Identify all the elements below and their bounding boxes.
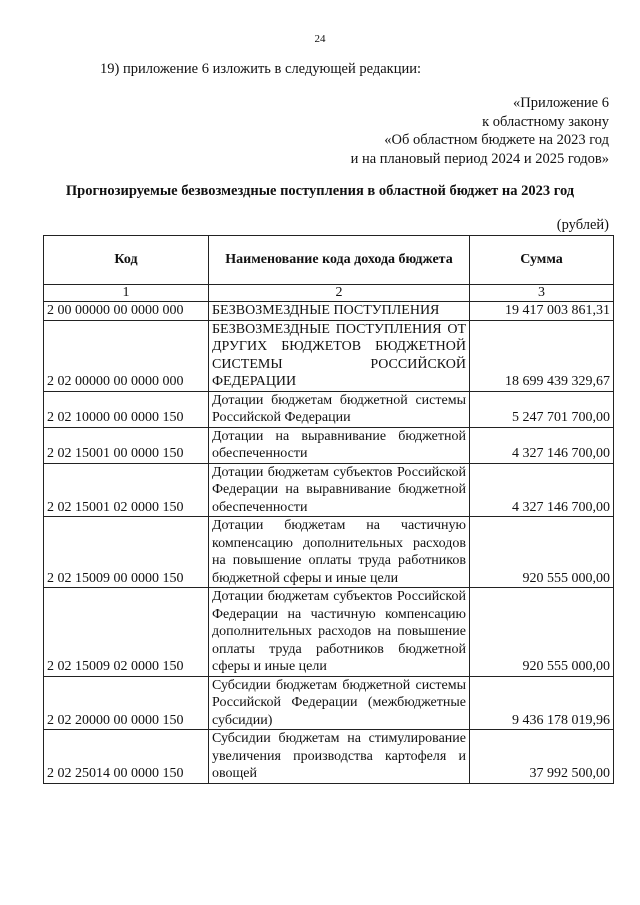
row-name: Дотации бюджетам субъектов Российской Федерации на выравнивание бюджетной обеспеченности — [209, 463, 470, 517]
row-code: 2 02 15009 00 0000 150 — [44, 517, 209, 588]
column-number-row — [44, 285, 614, 302]
table-row — [44, 463, 614, 517]
amendment-intro: 19) приложение 6 изложить в следующей редакции: — [100, 61, 422, 77]
table-row — [44, 427, 614, 463]
row-code: 2 02 00000 00 0000 000 — [44, 320, 209, 391]
row-amount: 4 327 146 700,00 — [470, 463, 614, 517]
appendix-line: к областному закону — [482, 113, 609, 130]
row-name: Субсидии бюджетам бюджетной системы Российской Федерации (межбюджетные субсидии) — [209, 676, 470, 730]
table-row — [44, 320, 614, 391]
row-name: Дотации бюджетам на частичную компенсацию дополнительных расходов на повышение оплаты труда работников бюджетной сферы и иные цели — [209, 517, 470, 588]
header-name: Наименование кода дохода бюджета — [209, 236, 470, 285]
budget-table — [43, 235, 614, 784]
appendix-header — [351, 94, 609, 168]
table-row — [44, 676, 614, 730]
row-amount: 37 992 500,00 — [470, 730, 614, 784]
row-name: Дотации бюджетам субъектов Российской Федерации на частичную компенсацию дополнительных расходов на повышение оплаты труда работников бюджетной сферы и иные цели — [209, 588, 470, 677]
page-number: 24 — [314, 33, 326, 45]
column-number: 2 — [209, 285, 470, 302]
row-code: 2 02 25014 00 0000 150 — [44, 730, 209, 784]
row-name: БЕЗВОЗМЕЗДНЫЕ ПОСТУПЛЕНИЯ ОТ ДРУГИХ БЮДЖЕТОВ БЮДЖЕТНОЙ СИСТЕМЫ РОССИЙСКОЙ ФЕДЕРАЦИИ — [209, 320, 470, 391]
row-name: Субсидии бюджетам на стимулирование увеличения производства картофеля и овощей — [209, 730, 470, 784]
row-amount: 920 555 000,00 — [470, 517, 614, 588]
table-row — [44, 730, 614, 784]
row-amount: 18 699 439 329,67 — [470, 320, 614, 391]
row-code: 2 02 10000 00 0000 150 — [44, 391, 209, 427]
header-amount: Сумма — [470, 236, 614, 285]
row-name: Дотации бюджетам бюджетной системы Российской Федерации — [209, 391, 470, 427]
column-number: 1 — [44, 285, 209, 302]
currency-note: (рублей) — [556, 217, 609, 233]
appendix-line: и на плановый период 2024 и 2025 годов» — [350, 150, 609, 167]
document-title: Прогнозируемые безвозмездные поступления в областной бюджет на 2023 год — [65, 183, 575, 199]
table-row — [44, 588, 614, 677]
row-code: 2 02 15001 00 0000 150 — [44, 427, 209, 463]
table-row — [44, 517, 614, 588]
row-amount: 4 327 146 700,00 — [470, 427, 614, 463]
table-row — [44, 391, 614, 427]
row-name: Дотации на выравнивание бюджетной обеспеченности — [209, 427, 470, 463]
row-amount: 9 436 178 019,96 — [470, 676, 614, 730]
row-code: 2 02 15009 02 0000 150 — [44, 588, 209, 677]
row-code: 2 00 00000 00 0000 000 — [44, 302, 209, 321]
row-code: 2 02 20000 00 0000 150 — [44, 676, 209, 730]
column-number: 3 — [470, 285, 614, 302]
row-amount: 19 417 003 861,31 — [470, 302, 614, 321]
row-code: 2 02 15001 02 0000 150 — [44, 463, 209, 517]
table-header-row — [44, 236, 614, 285]
table-row — [44, 302, 614, 321]
appendix-line: «Об областном бюджете на 2023 год — [384, 132, 609, 148]
header-code: Код — [44, 236, 209, 285]
appendix-line: «Приложение 6 — [513, 95, 609, 111]
row-amount: 920 555 000,00 — [470, 588, 614, 677]
row-name: БЕЗВОЗМЕЗДНЫЕ ПОСТУПЛЕНИЯ — [209, 302, 470, 321]
row-amount: 5 247 701 700,00 — [470, 391, 614, 427]
